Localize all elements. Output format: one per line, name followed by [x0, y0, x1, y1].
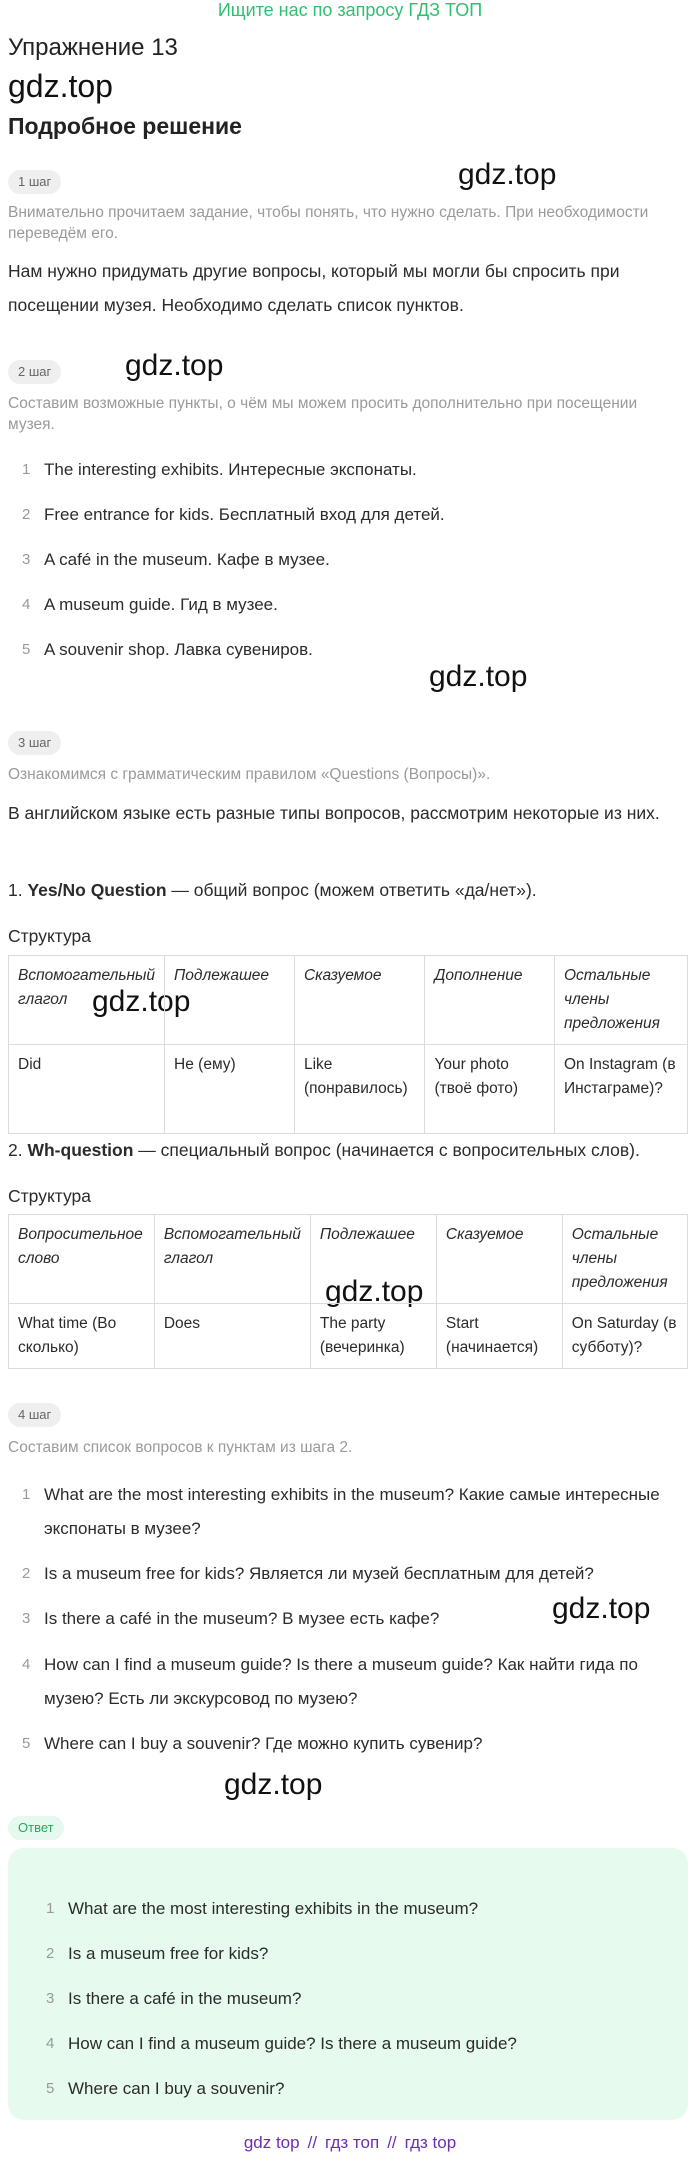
brand-logo-text: gdz.top [8, 68, 113, 104]
watermark: gdz.top [92, 985, 191, 1018]
table-cell: Like (понравилось) [294, 1045, 424, 1134]
table-header-cell: Подлежашее [310, 1215, 436, 1304]
table-header-cell: Остальные члены предложения [554, 956, 687, 1045]
footer-separator: // [387, 2133, 397, 2152]
step-badge: 2 шаг [8, 360, 61, 384]
list-item: 3 Is there a café in the museum? В музее есть кафе? [22, 1609, 440, 1628]
table-cell: What time (Во сколько) [9, 1304, 155, 1369]
list-item: 2 Free entrance for kids. Бесплатный вход для детей. [22, 505, 445, 524]
step-badge: 1 шаг [8, 170, 61, 194]
footer-link[interactable]: gdz top [243, 2133, 300, 2152]
top-search-link[interactable]: Ищите нас по запросу ГДЗ ТОП [217, 0, 483, 20]
footer-link[interactable]: гдз top [404, 2133, 457, 2152]
watermark: gdz.top [458, 158, 557, 191]
list-item: 3 Is there a café in the museum? [46, 1989, 302, 2008]
step-text: В английском языке есть разные типы вопросов, рассмотрим некоторые из них. [8, 803, 660, 823]
grammar-table-wh [8, 1214, 688, 1369]
step-text: Нам нужно придумать другие вопросы, который мы могли бы спросить при посещении музея. Необходимо сделать список пунктов. [8, 261, 620, 315]
step-hint: Составим список вопросов к пунктам из шага 2. [8, 1439, 353, 1456]
footer-separator: // [307, 2133, 318, 2152]
footer-link[interactable]: гдз топ [325, 2133, 380, 2152]
table-cell: Does [154, 1304, 310, 1369]
table-cell: Did [9, 1045, 165, 1134]
question-type-wh: 2. Wh-question — специальный вопрос (начинается с вопросительных слов). [8, 1140, 640, 1160]
list-item: 5 A souvenir shop. Лавка сувениров. [22, 640, 313, 659]
step-badge: 3 шаг [8, 731, 61, 755]
watermark: gdz.top [325, 1275, 424, 1308]
structure-label: Структура [8, 926, 92, 946]
list-item: 1 What are the most interesting exhibits in the museum? [46, 1899, 479, 1918]
structure-label: Структура [8, 1186, 92, 1206]
watermark: gdz.top [125, 349, 224, 382]
table-header-cell: Вопросительное слово [9, 1215, 155, 1304]
watermark: gdz.top [224, 1768, 323, 1801]
table-header-cell: Сказуемое [294, 956, 424, 1045]
list-item: 1 The interesting exhibits. Интересные экспонаты. [22, 460, 417, 479]
table-cell: Your photo (твоё фото) [425, 1045, 555, 1134]
list-item: 1 What are the most interesting exhibits in the museum? Какие самые интересные экспонаты в музее? [22, 1485, 660, 1538]
watermark: gdz.top [429, 660, 528, 693]
footer-links [0, 2133, 700, 2153]
step-hint: Внимательно прочитаем задание, чтобы понять, что нужно сделать. При необходимости переведём его. [8, 204, 649, 242]
step-hint: Составим возможные пункты, о чём мы можем просить дополнительно при посещении музея. [8, 395, 638, 433]
list-item: 4 How can I find a museum guide? Is there a museum guide? Как найти гида по музею? Есть ли экскурсовод по музею? [22, 1655, 638, 1708]
list-item: 5 Where can I buy a souvenir? Где можно купить сувенир? [22, 1734, 483, 1753]
table-cell: Start (начинается) [436, 1304, 562, 1369]
watermark: gdz.top [552, 1592, 651, 1625]
grammar-table-yes-no [8, 955, 688, 1134]
table-cell: The party (вечеринка) [310, 1304, 436, 1369]
table-cell: Не (ему) [165, 1045, 295, 1134]
list-item: 2 Is a museum free for kids? Является ли музей бесплатным для детей? [22, 1564, 594, 1583]
list-item: 4 How can I find a museum guide? Is there a museum guide? [46, 2034, 517, 2053]
step-hint: Ознакомимся с грамматическим правилом «Questions (Вопросы)». [8, 766, 491, 783]
step-badge: 4 шаг [8, 1403, 61, 1427]
section-title: Подробное решение [8, 113, 242, 139]
table-header-cell: Дополнение [425, 956, 555, 1045]
page-title: Упражнение 13 [8, 34, 178, 61]
table-cell: On Saturday (в субботу)? [562, 1304, 687, 1369]
list-item: 4 A museum guide. Гид в музее. [22, 595, 278, 614]
table-header-cell: Сказуемое [436, 1215, 562, 1304]
table-header-cell: Вспомогательный глагол [9, 956, 165, 1045]
list-item: 5 Where can I buy a souvenir? [46, 2079, 285, 2098]
answer-badge: Ответ [8, 1816, 64, 1840]
list-item: 2 Is a museum free for kids? [46, 1944, 269, 1963]
table-header-cell: Остальные члены предложения [562, 1215, 687, 1304]
list-item: 3 A café in the museum. Кафе в музее. [22, 550, 330, 569]
question-type-yes-no: 1. Yes/No Question — общий вопрос (можем ответить «да/нет»). [8, 880, 537, 900]
table-header-cell: Подлежашее [165, 956, 295, 1045]
table-header-cell: Вспомогательный глагол [154, 1215, 310, 1304]
table-cell: On Instagram (в Инстаграме)? [554, 1045, 687, 1134]
